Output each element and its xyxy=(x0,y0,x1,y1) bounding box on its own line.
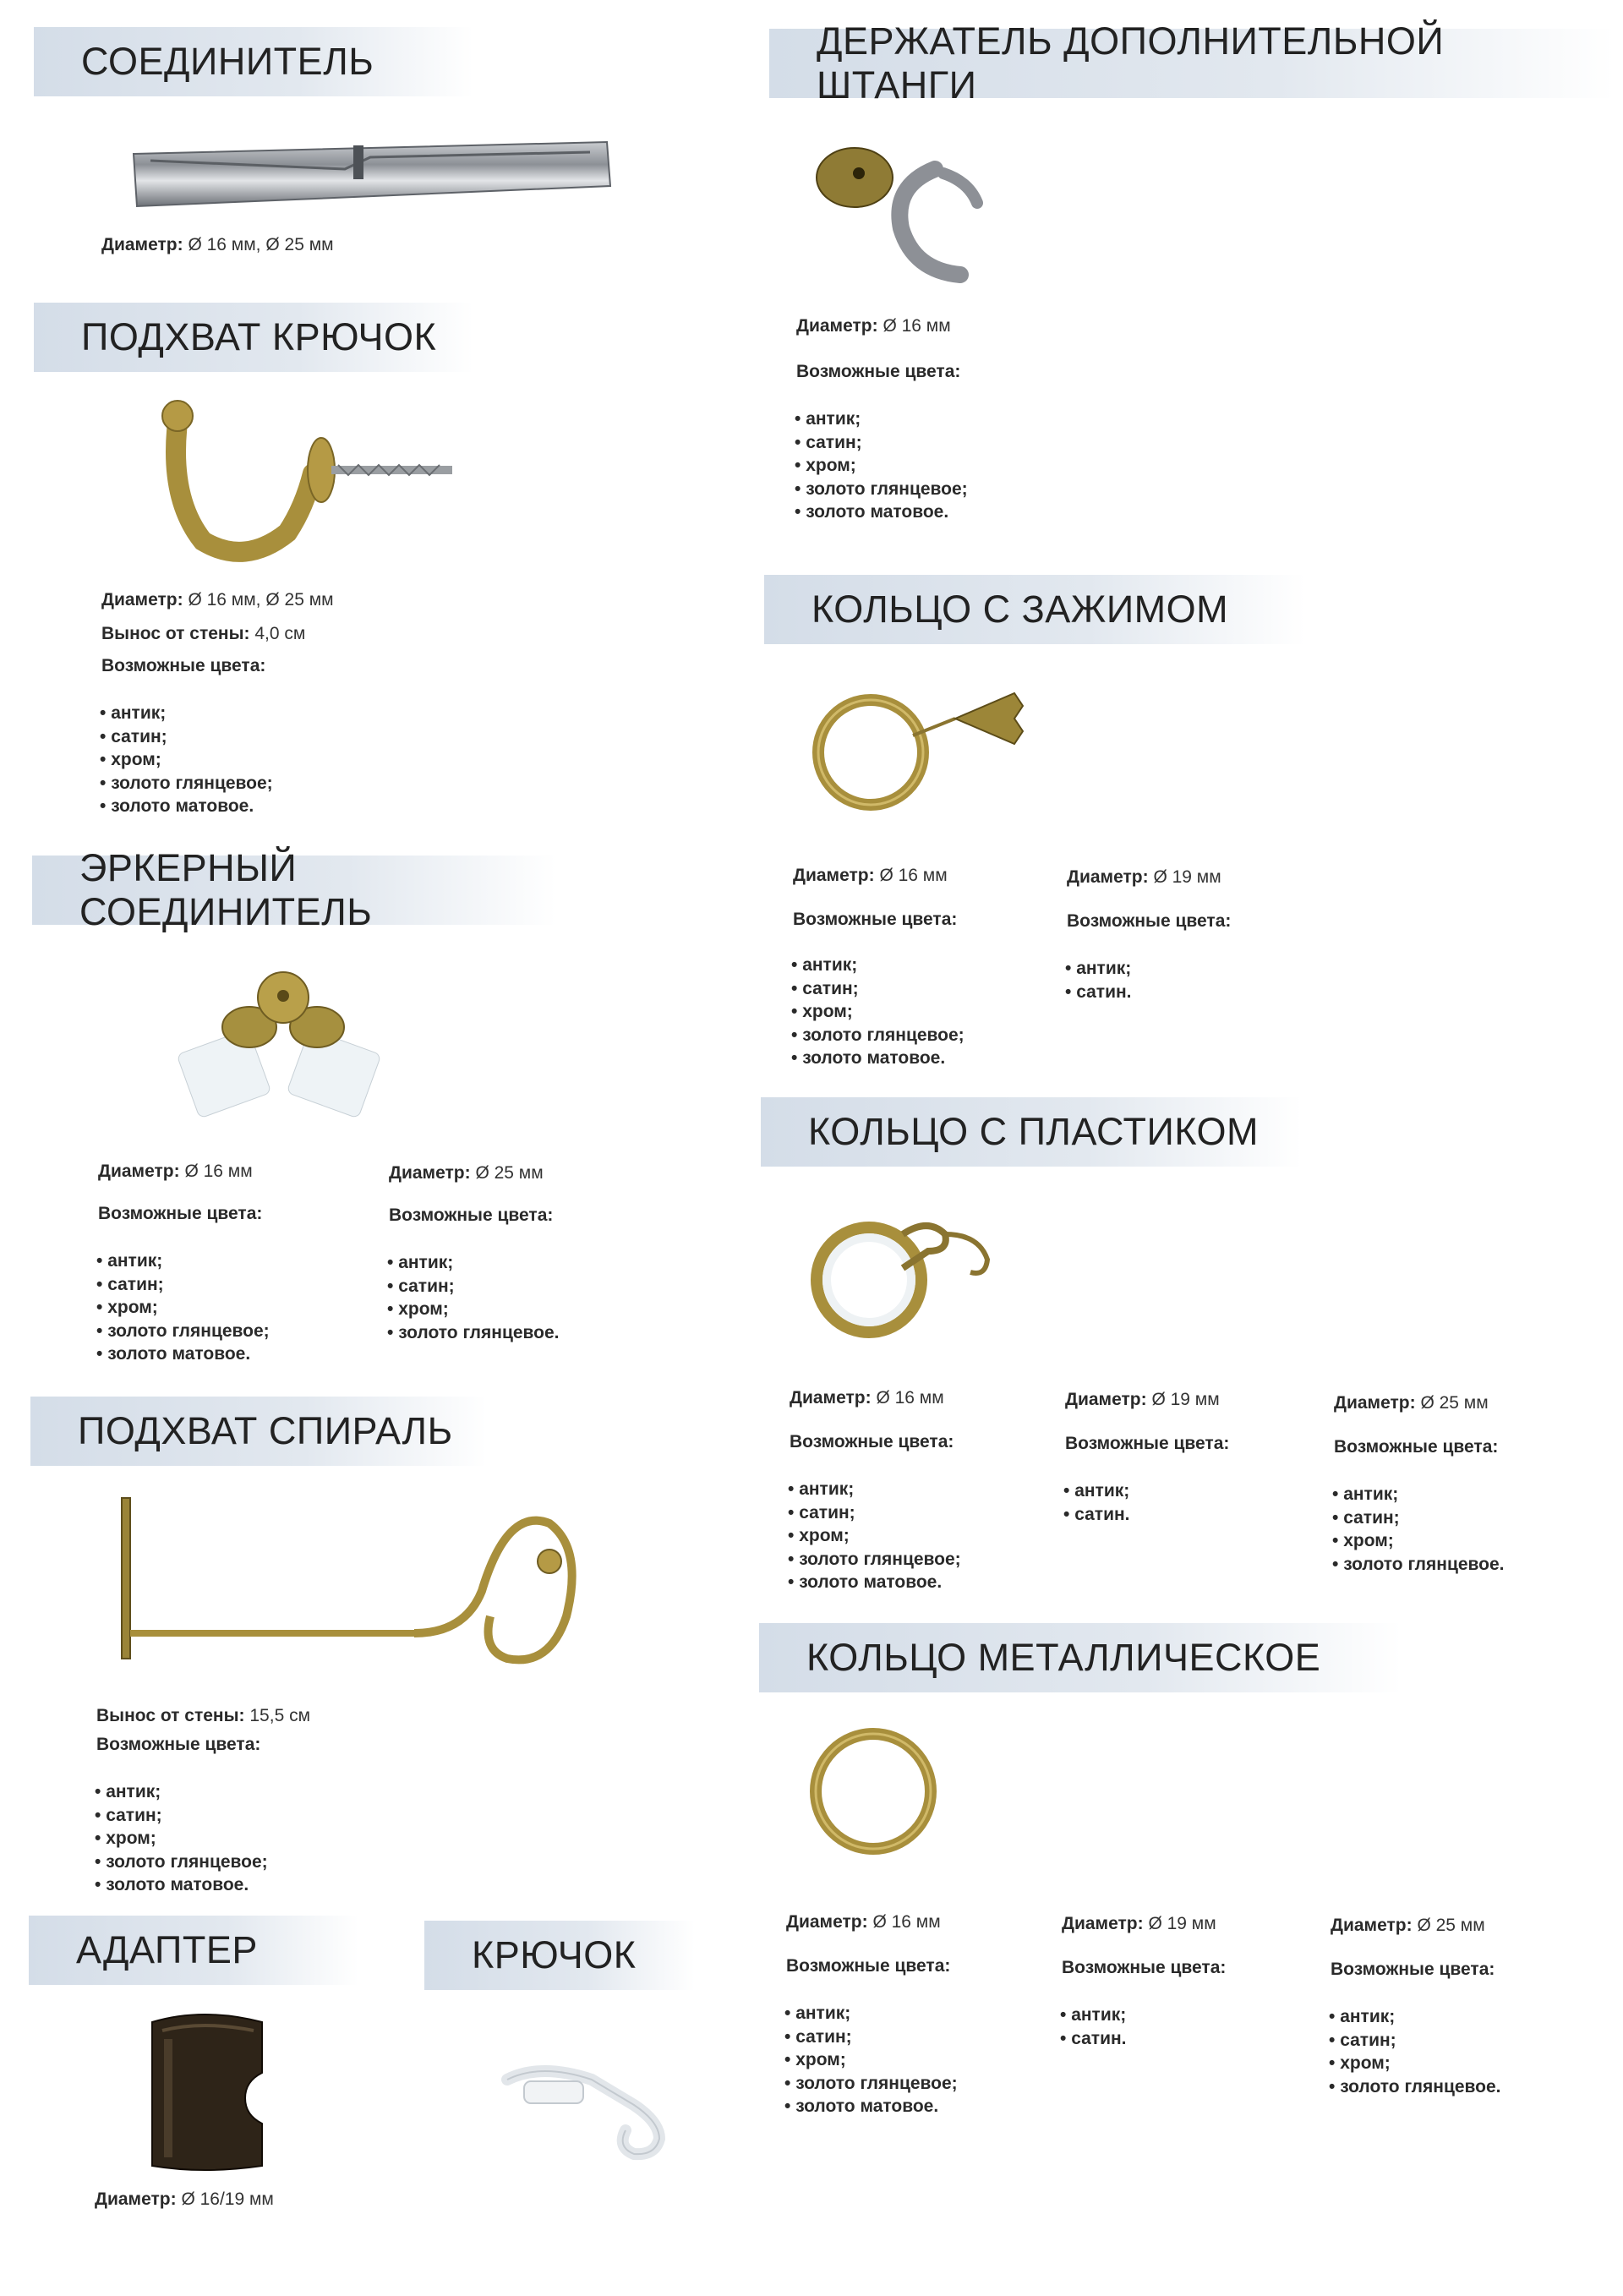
color-option: • золото матовое. xyxy=(791,1047,965,1070)
color-option: • хром; xyxy=(795,454,968,478)
section-title-derzhatel: ДЕРЖАТЕЛЬ ДОПОЛНИТЕЛЬНОЙ ШТАНГИ xyxy=(769,29,1615,98)
color-list-koltso-metall-25 xyxy=(1329,2005,1501,2098)
color-list-koltso-plastik-16 xyxy=(788,1478,961,1594)
section-title-kryuchok: КРЮЧОК xyxy=(424,1921,695,1990)
section-title-erker: ЭРКЕРНЫЙ СОЕДИНИТЕЛЬ xyxy=(32,856,556,925)
color-list-koltso-metall-16 xyxy=(784,2002,958,2118)
section-title-koltso-metall: КОЛЬЦО МЕТАЛЛИЧЕСКОЕ xyxy=(759,1623,1402,1692)
color-option: • антик; xyxy=(784,2002,958,2025)
bay-connector-icon xyxy=(169,964,406,1124)
color-option: • антик; xyxy=(791,954,965,977)
color-option: • антик; xyxy=(795,407,968,431)
tieback-hook-icon xyxy=(152,397,456,566)
colors-heading: Возможные цвета: xyxy=(790,1432,954,1451)
color-option: • золото глянцевое; xyxy=(788,1548,961,1572)
color-list-podhvat-spiral xyxy=(95,1780,268,1897)
color-option: • золото матовое. xyxy=(788,1571,961,1594)
colors-heading: Возможные цвета: xyxy=(1067,911,1232,931)
color-option: • хром; xyxy=(100,748,273,772)
color-option: • хром; xyxy=(788,1524,961,1548)
color-list-podhvat-kryuchok xyxy=(100,702,273,818)
spec-adapter: Диаметр: Ø 16/19 мм xyxy=(95,2189,274,2209)
color-option: • сатин; xyxy=(96,1273,270,1297)
color-option: • антик; xyxy=(95,1780,268,1804)
spec-koltso-plastik-19: Диаметр: Ø 19 мм xyxy=(1065,1390,1220,1409)
spec-koltso-metall-19: Диаметр: Ø 19 мм xyxy=(1062,1914,1216,1933)
color-option: • сатин; xyxy=(784,2025,958,2049)
color-list-koltso-plastik-19 xyxy=(1063,1479,1130,1526)
color-option: • сатин; xyxy=(1329,2029,1501,2053)
clip-ring-icon xyxy=(803,676,1065,828)
adapter-clip-icon xyxy=(135,2005,279,2174)
color-list-derzhatel xyxy=(795,407,968,524)
spec-koltso-plastik-25: Диаметр: Ø 25 мм xyxy=(1334,1393,1489,1413)
rod-holder-icon xyxy=(808,135,1019,287)
color-option: • золото глянцевое; xyxy=(791,1024,965,1047)
colors-heading: Возможные цвета: xyxy=(1334,1437,1499,1457)
plastic-hook-icon xyxy=(490,2046,685,2164)
color-option: • золото матовое. xyxy=(100,795,273,818)
color-option: • хром; xyxy=(95,1827,268,1850)
colors-heading: Возможные цвета: xyxy=(96,1735,261,1754)
color-option: • хром; xyxy=(791,1000,965,1024)
colors-heading: Возможные цвета: xyxy=(793,910,958,929)
colors-heading: Возможные цвета: xyxy=(1331,1960,1495,1979)
color-list-koltso-zazhim-16 xyxy=(791,954,965,1070)
color-option: • золото глянцевое; xyxy=(95,1850,268,1874)
color-option: • антик; xyxy=(387,1251,560,1275)
color-option: • золото глянцевое; xyxy=(784,2072,958,2096)
color-option: • сатин; xyxy=(95,1804,268,1828)
colors-heading: Возможные цвета: xyxy=(1062,1958,1227,1977)
color-option: • золото глянцевое. xyxy=(387,1321,560,1345)
color-option: • золото матовое. xyxy=(95,1873,268,1897)
color-option: • золото глянцевое. xyxy=(1329,2075,1501,2099)
spec-koltso-plastik-16: Диаметр: Ø 16 мм xyxy=(790,1388,944,1408)
spec-koltso-metall-25: Диаметр: Ø 25 мм xyxy=(1331,1916,1485,1935)
color-option: • сатин; xyxy=(100,725,273,749)
color-option: • сатин. xyxy=(1063,1503,1130,1527)
section-title-podhvat-kryuchok: ПОДХВАТ КРЮЧОК xyxy=(34,303,473,372)
color-option: • золото матовое. xyxy=(784,2095,958,2118)
color-option: • хром; xyxy=(96,1296,270,1320)
color-option: • хром; xyxy=(1329,2052,1501,2075)
color-option: • антик; xyxy=(1060,2004,1127,2027)
spec-podhvat-spiral: Вынос от стены: 15,5 см xyxy=(96,1706,311,1725)
color-option: • сатин; xyxy=(788,1501,961,1525)
section-title-koltso-plastik: КОЛЬЦО С ПЛАСТИКОМ xyxy=(761,1097,1302,1167)
color-option: • золото матовое. xyxy=(795,500,968,524)
color-option: • антик; xyxy=(788,1478,961,1501)
spec-koltso-metall-16: Диаметр: Ø 16 мм xyxy=(786,1912,941,1932)
color-list-koltso-plastik-25 xyxy=(1332,1483,1505,1576)
color-option: • золото глянцевое; xyxy=(795,478,968,501)
colors-heading: Возможные цвета: xyxy=(786,1956,951,1976)
spec-erker-25: Диаметр: Ø 25 мм xyxy=(389,1163,544,1183)
plastic-ring-icon xyxy=(801,1200,1013,1353)
metal-ring-icon xyxy=(801,1719,945,1863)
section-title-adapter: АДАПТЕР xyxy=(29,1916,358,1985)
spiral-tieback-icon xyxy=(110,1490,600,1684)
colors-heading: Возможные цвета: xyxy=(98,1204,263,1223)
colors-heading: Возможные цвета: xyxy=(1065,1434,1230,1453)
color-list-koltso-zazhim-19 xyxy=(1065,957,1132,1003)
color-option: • антик; xyxy=(1063,1479,1130,1503)
spec-podhvat-kryuchok: Диаметр: Ø 16 мм, Ø 25 мм Вынос от стены: 4,0 см xyxy=(101,590,334,643)
color-option: • антик; xyxy=(100,702,273,725)
color-option: • хром; xyxy=(1332,1529,1505,1553)
section-title-soedinitel: СОЕДИНИТЕЛЬ xyxy=(34,27,473,96)
section-title-koltso-zazhim: КОЛЬЦО С ЗАЖИМОМ xyxy=(764,575,1305,644)
color-option: • хром; xyxy=(387,1298,560,1321)
section-title-podhvat-spiral: ПОДХВАТ СПИРАЛЬ xyxy=(30,1397,487,1466)
color-option: • сатин. xyxy=(1065,981,1132,1004)
spec-koltso-zazhim-16: Диаметр: Ø 16 мм xyxy=(793,866,948,885)
color-option: • антик; xyxy=(1065,957,1132,981)
color-option: • антик; xyxy=(1329,2005,1501,2029)
color-option: • сатин; xyxy=(1332,1506,1505,1530)
spec-koltso-zazhim-19: Диаметр: Ø 19 мм xyxy=(1067,867,1221,887)
color-option: • золото глянцевое; xyxy=(96,1320,270,1343)
color-option: • хром; xyxy=(784,2048,958,2072)
color-option: • золото глянцевое. xyxy=(1332,1553,1505,1577)
colors-heading: Возможные цвета: xyxy=(796,362,961,381)
color-option: • антик; xyxy=(1332,1483,1505,1506)
spec-derzhatel: Диаметр: Ø 16 мм xyxy=(796,316,951,336)
color-list-erker-16 xyxy=(96,1249,270,1366)
color-list-koltso-metall-19 xyxy=(1060,2004,1127,2050)
spec-erker-16: Диаметр: Ø 16 мм xyxy=(98,1162,253,1181)
colors-heading: Возможные цвета: xyxy=(101,656,266,675)
color-option: • сатин; xyxy=(387,1275,560,1298)
color-option: • сатин; xyxy=(795,431,968,455)
color-option: • золото матовое. xyxy=(96,1342,270,1366)
color-list-erker-25 xyxy=(387,1251,560,1344)
color-option: • антик; xyxy=(96,1249,270,1273)
colors-heading: Возможные цвета: xyxy=(389,1205,554,1225)
color-option: • сатин; xyxy=(791,977,965,1001)
connector-tube-icon xyxy=(125,135,615,220)
color-option: • золото глянцевое; xyxy=(100,772,273,795)
color-option: • сатин. xyxy=(1060,2027,1127,2051)
spec-soedinitel: Диаметр: Ø 16 мм, Ø 25 мм xyxy=(101,235,334,254)
